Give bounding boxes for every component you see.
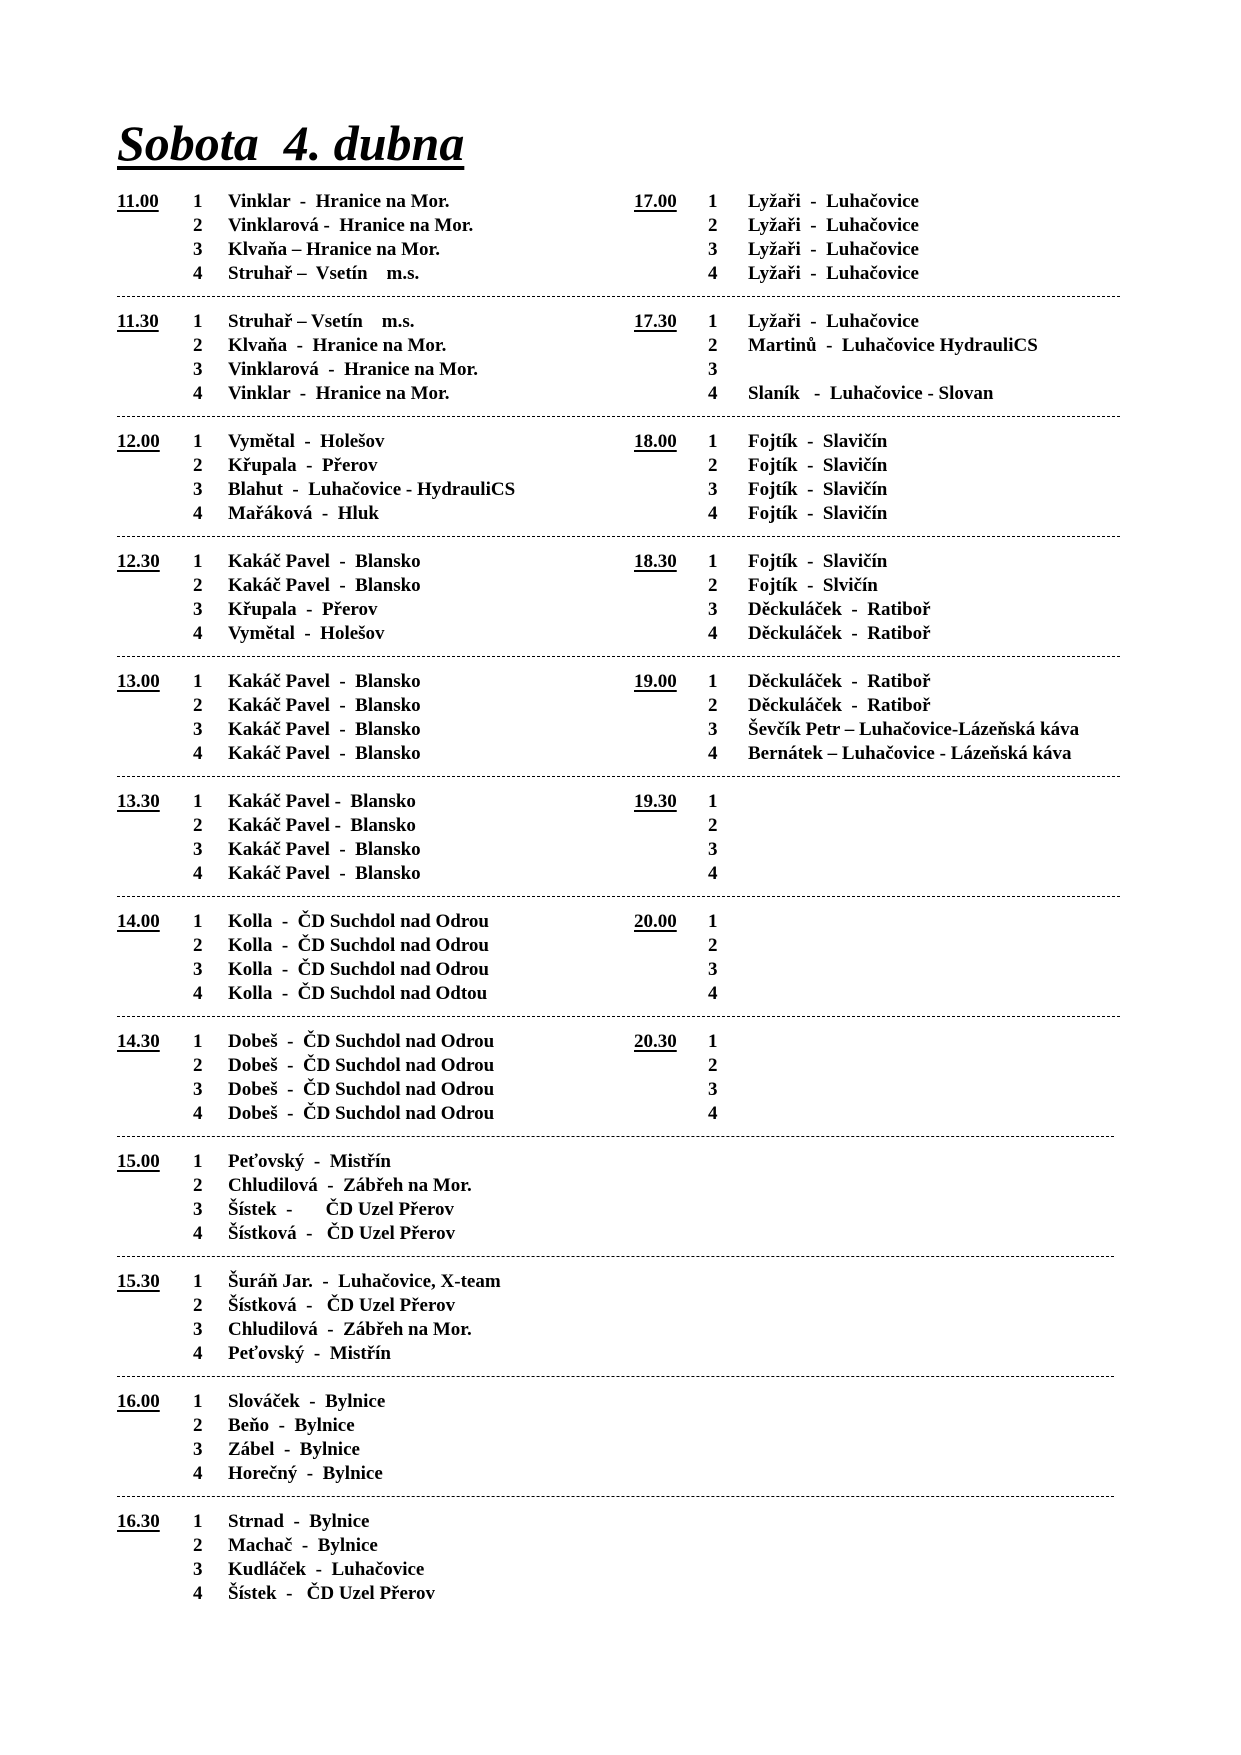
lane-number: 4 [193,743,203,764]
entry-text: Šístková - ČD Uzel Přerov [228,1223,456,1244]
entry-text: Lyžaři - Luhačovice [748,215,919,236]
entry-text: Kakáč Pavel - Blansko [228,671,421,692]
lane-number: 2 [708,695,718,716]
lane-number: 3 [708,959,718,980]
time-label: 17.00 [634,191,677,212]
entry-text: Zábel - Bylnice [228,1439,360,1460]
lane-number: 1 [193,191,203,212]
entry-text: Fojtík - Slavičín [748,479,888,500]
lane-number: 2 [193,1535,203,1556]
entry-text: Vinklar - Hranice na Mor. [228,383,450,404]
entry-text: Kakáč Pavel - Blansko [228,695,421,716]
entry-text: Dobeš - ČD Suchdol nad Odrou [228,1079,495,1100]
time-label: 19.00 [634,671,677,692]
lane-number: 4 [193,1583,203,1604]
lane-number: 3 [193,359,203,380]
lane-number: 2 [193,1055,203,1076]
lane-number: 4 [708,263,718,284]
entry-text: Klvaňa - Hranice na Mor. [228,335,447,356]
lane-number: 4 [708,1103,718,1124]
time-label: 14.00 [117,911,160,932]
lane-number: 4 [708,503,718,524]
lane-number: 3 [708,839,718,860]
lane-number: 2 [193,215,203,236]
entry-text: Vinklarová - Hranice na Mor. [228,215,474,236]
lane-number: 1 [193,311,203,332]
entry-text: Chludilová - Zábřeh na Mor. [228,1319,472,1340]
lane-number: 3 [193,719,203,740]
entry-text: Vinklarová - Hranice na Mor. [228,359,478,380]
time-label: 17.30 [634,311,677,332]
entry-text: Fojtík - Slavičín [748,551,888,572]
lane-number: 4 [193,623,203,644]
entry-text: Slováček - Bylnice [228,1391,386,1412]
time-label: 19.30 [634,791,677,812]
lane-number: 2 [708,575,718,596]
entry-text: Křupala - Přerov [228,455,378,476]
entry-text: Peťovský - Mistřín [228,1151,391,1172]
lane-number: 1 [193,1391,203,1412]
entry-text: Lyžaři - Luhačovice [748,263,919,284]
time-label: 20.30 [634,1031,677,1052]
entry-text: Horečný - Bylnice [228,1463,383,1484]
time-label: 18.30 [634,551,677,572]
entry-text: Kakáč Pavel - Blansko [228,815,416,836]
lane-number: 3 [193,1079,203,1100]
entry-text: Fojtík - Slavičín [748,431,888,452]
time-label: 14.30 [117,1031,160,1052]
lane-number: 4 [193,1223,203,1244]
lane-number: 4 [193,863,203,884]
entry-text: Peťovský - Mistřín [228,1343,391,1364]
lane-number: 3 [708,479,718,500]
entry-text: Chludilová - Zábřeh na Mor. [228,1175,472,1196]
lane-number: 3 [708,1079,718,1100]
entry-text: Dobeš - ČD Suchdol nad Odrou [228,1103,495,1124]
entry-text: Kudláček - Luhačovice [228,1559,425,1580]
entry-text: Kolla - ČD Suchdol nad Odrou [228,911,489,932]
lane-number: 1 [193,1511,203,1532]
lane-number: 3 [193,839,203,860]
lane-number: 3 [193,1559,203,1580]
lane-number: 4 [708,983,718,1004]
lane-number: 1 [193,911,203,932]
entry-text: Ševčík Petr – Luhačovice-Lázeňská káva [748,719,1080,740]
entry-text: Kakáč Pavel - Blansko [228,839,421,860]
entry-text: Vymětal - Holešov [228,431,385,452]
entry-text: Fojtík - Slavičín [748,455,888,476]
lane-number: 4 [193,1343,203,1364]
time-label: 11.30 [117,311,159,332]
time-label: 13.00 [117,671,160,692]
time-label: 15.30 [117,1271,160,1292]
entry-text: Slaník - Luhačovice - Slovan [748,383,994,404]
time-label: 18.00 [634,431,677,452]
dashed-separator [117,896,1120,897]
entry-text: Lyžaři - Luhačovice [748,239,919,260]
time-label: 12.00 [117,431,160,452]
lane-number: 4 [708,743,718,764]
entry-text: Kakáč Pavel - Blansko [228,575,421,596]
lane-number: 1 [193,1151,203,1172]
lane-number: 2 [193,1415,203,1436]
entry-text: Dobeš - ČD Suchdol nad Odrou [228,1031,495,1052]
lane-number: 2 [193,1295,203,1316]
time-label: 16.00 [117,1391,160,1412]
entry-text: Šístek - ČD Uzel Přerov [228,1199,455,1220]
lane-number: 2 [708,215,718,236]
lane-number: 1 [708,671,718,692]
entry-text: Děckuláček - Ratiboř [748,623,931,644]
lane-number: 4 [708,863,718,884]
entry-text: Kakáč Pavel - Blansko [228,791,416,812]
lane-number: 3 [708,239,718,260]
lane-number: 2 [708,335,718,356]
entry-text: Kolla - ČD Suchdol nad Odrou [228,935,489,956]
lane-number: 3 [193,479,203,500]
lane-number: 2 [708,815,718,836]
dashed-separator [117,1136,1114,1137]
lane-number: 1 [708,431,718,452]
page-title: Sobota 4. dubna [117,115,465,171]
entry-text: Vymětal - Holešov [228,623,385,644]
entry-text: Vinklar - Hranice na Mor. [228,191,450,212]
lane-number: 4 [193,1463,203,1484]
lane-number: 3 [708,719,718,740]
entry-text: Lyžaři - Luhačovice [748,191,919,212]
lane-number: 4 [193,1103,203,1124]
lane-number: 1 [708,1031,718,1052]
dashed-separator [117,296,1120,297]
entry-text: Struhař – Vsetín m.s. [228,311,415,332]
lane-number: 3 [193,959,203,980]
entry-text: Děckuláček - Ratiboř [748,599,931,620]
time-label: 12.30 [117,551,160,572]
lane-number: 2 [193,575,203,596]
dashed-separator [117,656,1120,657]
dashed-separator [117,1496,1114,1497]
dashed-separator [117,416,1120,417]
lane-number: 3 [193,1439,203,1460]
lane-number: 3 [708,359,718,380]
entry-text: Kolla - ČD Suchdol nad Odtou [228,983,488,1004]
entry-text: Martinů - Luhačovice HydrauliCS [748,335,1038,356]
lane-number: 4 [193,263,203,284]
entry-text: Blahut - Luhačovice - HydrauliCS [228,479,516,500]
lane-number: 3 [193,1199,203,1220]
dashed-separator [117,536,1120,537]
entry-text: Šístková - ČD Uzel Přerov [228,1295,456,1316]
entry-text: Struhař – Vsetín m.s. [228,263,420,284]
lane-number: 2 [193,695,203,716]
lane-number: 4 [193,503,203,524]
lane-number: 2 [193,335,203,356]
lane-number: 4 [193,983,203,1004]
entry-text: Beňo - Bylnice [228,1415,355,1436]
entry-text: Dobeš - ČD Suchdol nad Odrou [228,1055,495,1076]
lane-number: 3 [193,239,203,260]
lane-number: 1 [193,791,203,812]
entry-text: Děckuláček - Ratiboř [748,671,931,692]
entry-text: Křupala - Přerov [228,599,378,620]
lane-number: 1 [708,191,718,212]
lane-number: 1 [708,791,718,812]
lane-number: 1 [193,1031,203,1052]
entry-text: Kakáč Pavel - Blansko [228,551,421,572]
lane-number: 1 [193,551,203,572]
entry-text: Kakáč Pavel - Blansko [228,743,421,764]
lane-number: 1 [708,311,718,332]
time-label: 13.30 [117,791,160,812]
entry-text: Fojtík - Slvičín [748,575,878,596]
time-label: 11.00 [117,191,159,212]
entry-text: Kolla - ČD Suchdol nad Odrou [228,959,489,980]
lane-number: 2 [708,1055,718,1076]
lane-number: 2 [193,815,203,836]
lane-number: 1 [708,911,718,932]
entry-text: Mařáková - Hluk [228,503,379,524]
entry-text: Děckuláček - Ratiboř [748,695,931,716]
lane-number: 3 [193,1319,203,1340]
lane-number: 3 [193,599,203,620]
entry-text: Lyžaři - Luhačovice [748,311,919,332]
time-label: 15.00 [117,1151,160,1172]
lane-number: 2 [708,455,718,476]
entry-text: Kakáč Pavel - Blansko [228,719,421,740]
entry-text: Strnad - Bylnice [228,1511,370,1532]
entry-text: Kakáč Pavel - Blansko [228,863,421,884]
lane-number: 2 [193,455,203,476]
entry-text: Bernátek – Luhačovice - Lázeňská káva [748,743,1072,764]
lane-number: 4 [708,383,718,404]
lane-number: 1 [193,671,203,692]
entry-text: Šístek - ČD Uzel Přerov [228,1583,436,1604]
dashed-separator [117,1016,1120,1017]
dashed-separator [117,776,1120,777]
lane-number: 4 [708,623,718,644]
dashed-separator [117,1376,1114,1377]
lane-number: 3 [708,599,718,620]
entry-text: Machač - Bylnice [228,1535,378,1556]
entry-text: Šuráň Jar. - Luhačovice, X-team [228,1271,501,1292]
dashed-separator [117,1256,1114,1257]
lane-number: 2 [193,1175,203,1196]
entry-text: Klvaňa – Hranice na Mor. [228,239,440,260]
lane-number: 2 [708,935,718,956]
lane-number: 1 [708,551,718,572]
lane-number: 2 [193,935,203,956]
lane-number: 4 [193,383,203,404]
lane-number: 1 [193,431,203,452]
entry-text: Fojtík - Slavičín [748,503,888,524]
lane-number: 1 [193,1271,203,1292]
time-label: 20.00 [634,911,677,932]
time-label: 16.30 [117,1511,160,1532]
